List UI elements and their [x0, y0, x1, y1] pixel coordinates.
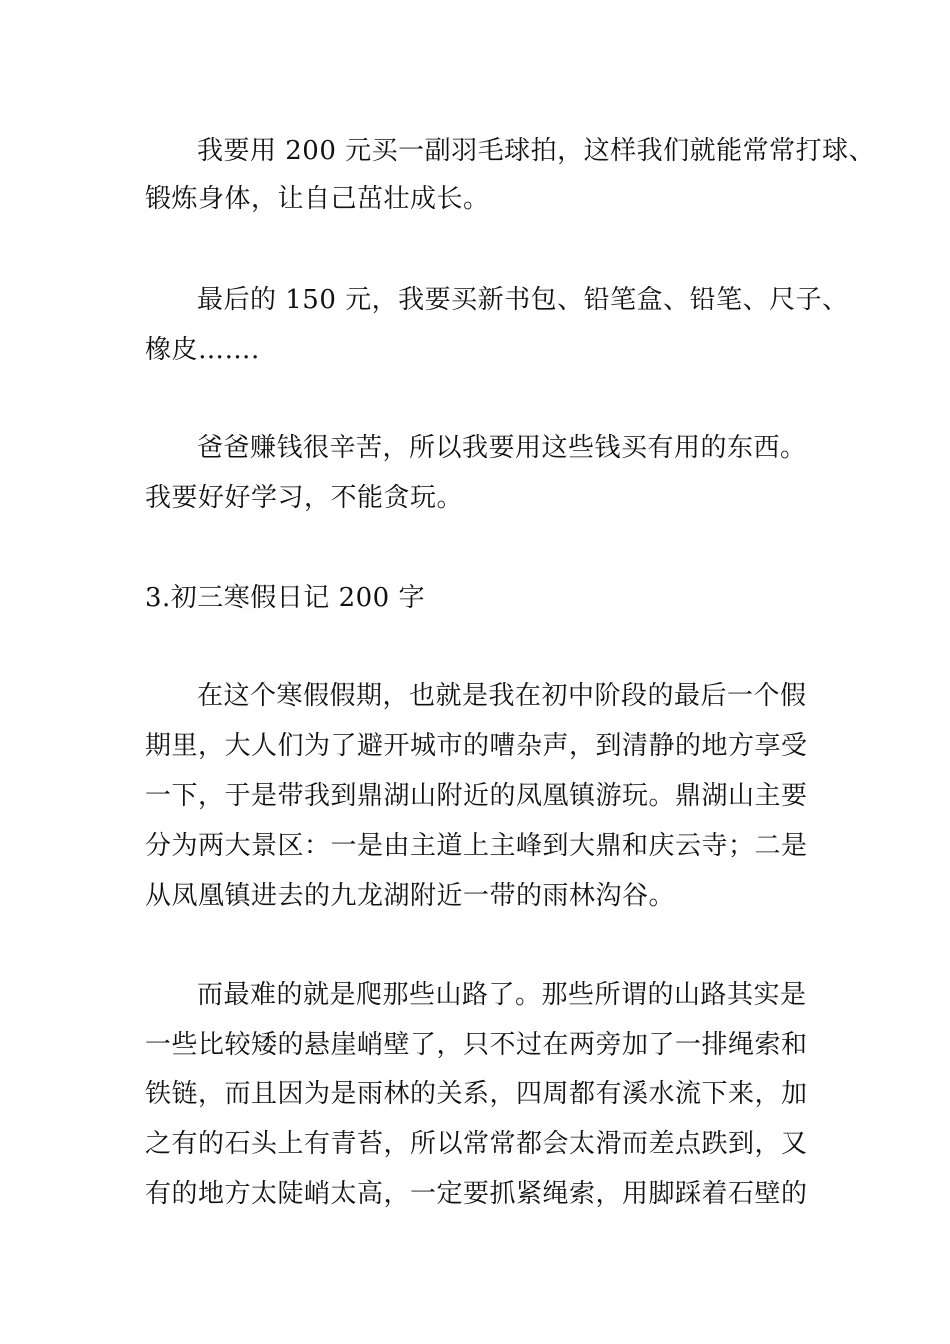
paragraph-2-line-2: 橡皮…….: [145, 335, 260, 365]
paragraph-4-line-1: 在这个寒假假期，也就是我在初中阶段的最后一个假: [197, 681, 807, 711]
paragraph-1-line-2: 锻炼身体，让自己茁壮成长。: [145, 184, 490, 214]
paragraph-2-line-1: 最后的 150 元，我要买新书包、铅笔盒、铅笔、尺子、: [197, 285, 849, 315]
paragraph-5-line-1: 而最难的就是爬那些山路了。那些所谓的山路其实是: [197, 980, 807, 1010]
paragraph-4-line-5: 从凤凰镇进去的九龙湖附近一带的雨林沟谷。: [145, 881, 676, 911]
section-heading: 3.初三寒假日记 200 字: [145, 583, 425, 613]
paragraph-4-line-2: 期里，大人们为了避开城市的嘈杂声，到清静的地方享受: [145, 731, 808, 761]
paragraph-3-line-2: 我要好好学习，不能贪玩。: [145, 483, 464, 513]
paragraph-5-line-3: 铁链，而且因为是雨林的关系，四周都有溪水流下来，加: [145, 1079, 808, 1109]
paragraph-1-line-1: 我要用 200 元买一副羽毛球拍，这样我们就能常常打球、: [197, 136, 876, 166]
paragraph-4-line-3: 一下，于是带我到鼎湖山附近的凤凰镇游玩。鼎湖山主要: [145, 781, 808, 811]
paragraph-5-line-5: 有的地方太陡峭太高，一定要抓紧绳索，用脚踩着石壁的: [145, 1179, 808, 1209]
paragraph-3-line-1: 爸爸赚钱很辛苦，所以我要用这些钱买有用的东西。: [197, 433, 807, 463]
paragraph-4-line-4: 分为两大景区：一是由主道上主峰到大鼎和庆云寺；二是: [145, 831, 808, 861]
paragraph-5-line-4: 之有的石头上有青苔，所以常常都会太滑而差点跌到，又: [145, 1129, 808, 1159]
paragraph-5-line-2: 一些比较矮的悬崖峭壁了，只不过在两旁加了一排绳索和: [145, 1030, 808, 1060]
